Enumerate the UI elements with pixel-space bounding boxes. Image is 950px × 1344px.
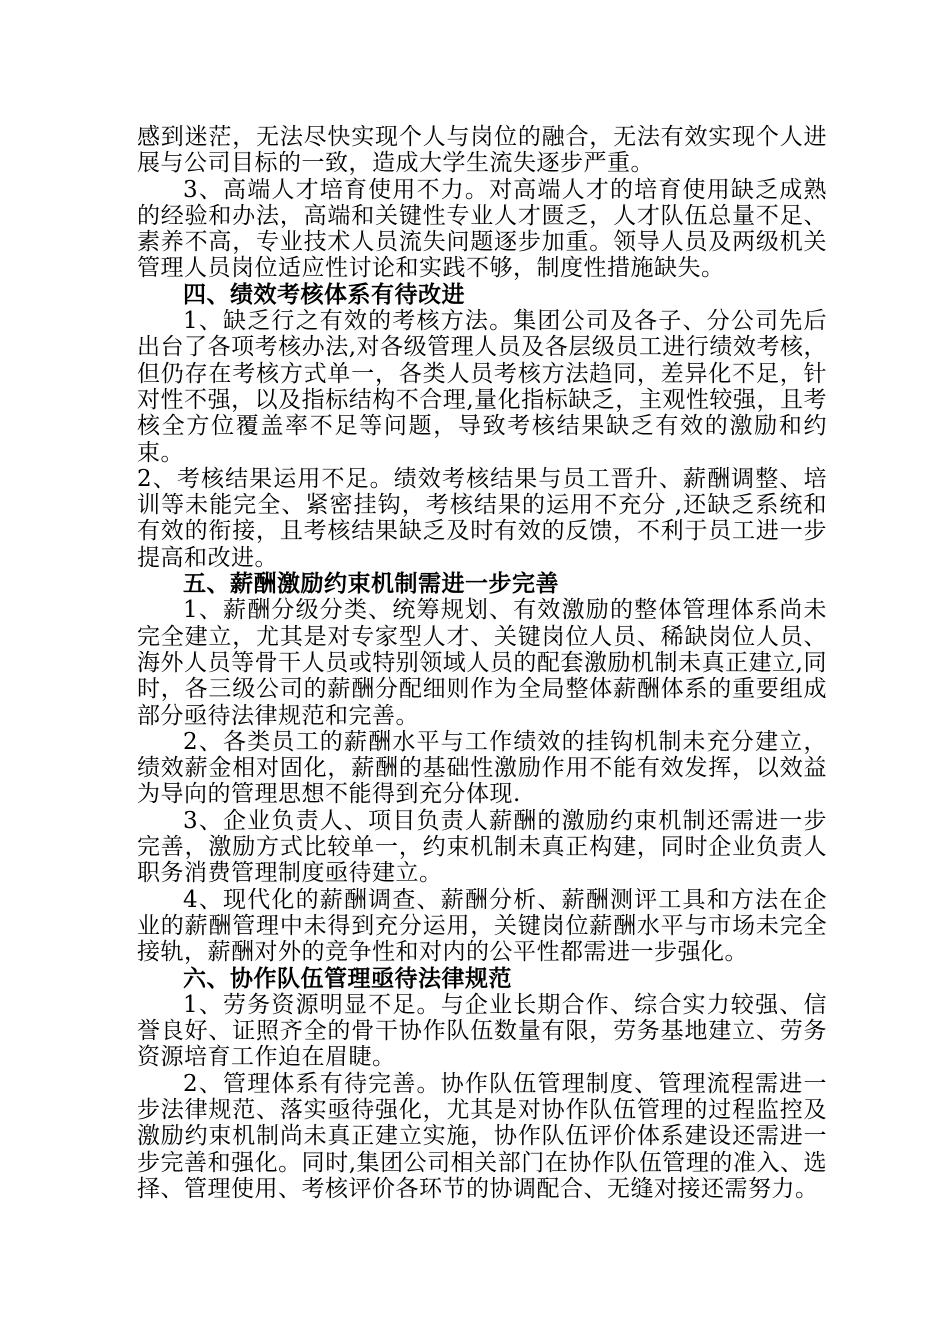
document-page — [137, 124, 827, 1202]
paragraph-management-system: 2、管理体系有待完善。协作队伍管理制度、管理流程需进一步法律规范、落实亟待强化，尤其是对协作队伍管理的过程监控及激励约束机制尚未真正建立实施，协作队伍评价体系建设还需进一步完善和强化。同时,集团公司相关部门在协作队伍管理的准入、选择、管理使用、考核评价各环节的协调配合、无缝对接还需努力。 — [137, 1070, 827, 1202]
paragraph-high-end-talent: 3、高端人才培育使用不力。对高端人才的培育使用缺乏成熟的经验和办法，高端和关键性专业人才匮乏，人才队伍总量不足、素养不高，专业技术人员流失问题逐步加重。领导人员及两级机关管理人员岗位适应性讨论和实践不够，制度性措施缺失。 — [137, 176, 827, 282]
section-heading-4: 四、绩效考核体系有待改进 — [183, 281, 465, 308]
paragraph-salary-tools: 4、现代化的薪酬调查、薪酬分析、薪酬测评工具和方法在企业的薪酬管理中未得到充分运用，关键岗位薪酬水平与市场未完全接轨，薪酬对外的竞争性和对内的公平性都需进一步强化。 — [137, 886, 827, 966]
paragraph-salary-performance-link: 2、各类员工的薪酬水平与工作绩效的挂钩机制未充分建立，绩效薪金相对固化，薪酬的基础性激励作用不能有效发挥，以效益为导向的管理思想不能得到充分体现. — [137, 728, 827, 808]
section-heading-5: 五、薪酬激励约束机制需进一步完善 — [183, 571, 559, 598]
paragraph-intro-continued: 感到迷茫，无法尽快实现个人与岗位的融合，无法有效实现个人进展与公司目标的一致，造成大学生流失逐步严重。 — [137, 124, 827, 177]
paragraph-labor-resources: 1、劳务资源明显不足。与企业长期合作、综合实力较强、信誉良好、证照齐全的骨干协作队伍数量有限，劳务基地建立、劳务资源培育工作迫在眉睫。 — [137, 991, 827, 1071]
paragraph-assessment-results: 2、考核结果运用不足。绩效考核结果与员工晋升、薪酬调整、培训等未能完全、紧密挂钩，考核结果的运用不充分 ,还缺乏系统和有效的衔接，且考核结果缺乏及时有效的反馈，不利于员工进一步提高和改进。 — [137, 465, 827, 571]
paragraph-salary-system: 1、薪酬分级分类、统筹规划、有效激励的整体管理体系尚未完全建立，尤其是对专家型人才、关键岗位人员、稀缺岗位人员、海外人员等骨干人员或特别领域人员的配套激励机制未真正建立,同时，各三级公司的薪酬分配细则作为全局整体薪酬体系的重要组成部分亟待法律规范和完善。 — [137, 597, 827, 729]
paragraph-executive-incentives: 3、企业负责人、项目负责人薪酬的激励约束机制还需进一步完善，激励方式比较单一，约束机制未真正构建，同时企业负责人职务消费管理制度亟待建立。 — [137, 807, 827, 887]
section-heading-6: 六、协作队伍管理亟待法律规范 — [183, 965, 512, 992]
paragraph-assessment-methods: 1、缺乏行之有效的考核方法。集团公司及各子、分公司先后出台了各项考核办法,对各级管理人员及各层级员工进行绩效考核，但仍存在考核方式单一，各类人员考核方法趋同，差异化不足，针对性不强，以及指标结构不合理,量化指标缺乏，主观性较强，且考核全方位覆盖率不足等问题，导致考核结果缺乏有效的激励和约束。 — [137, 308, 827, 466]
